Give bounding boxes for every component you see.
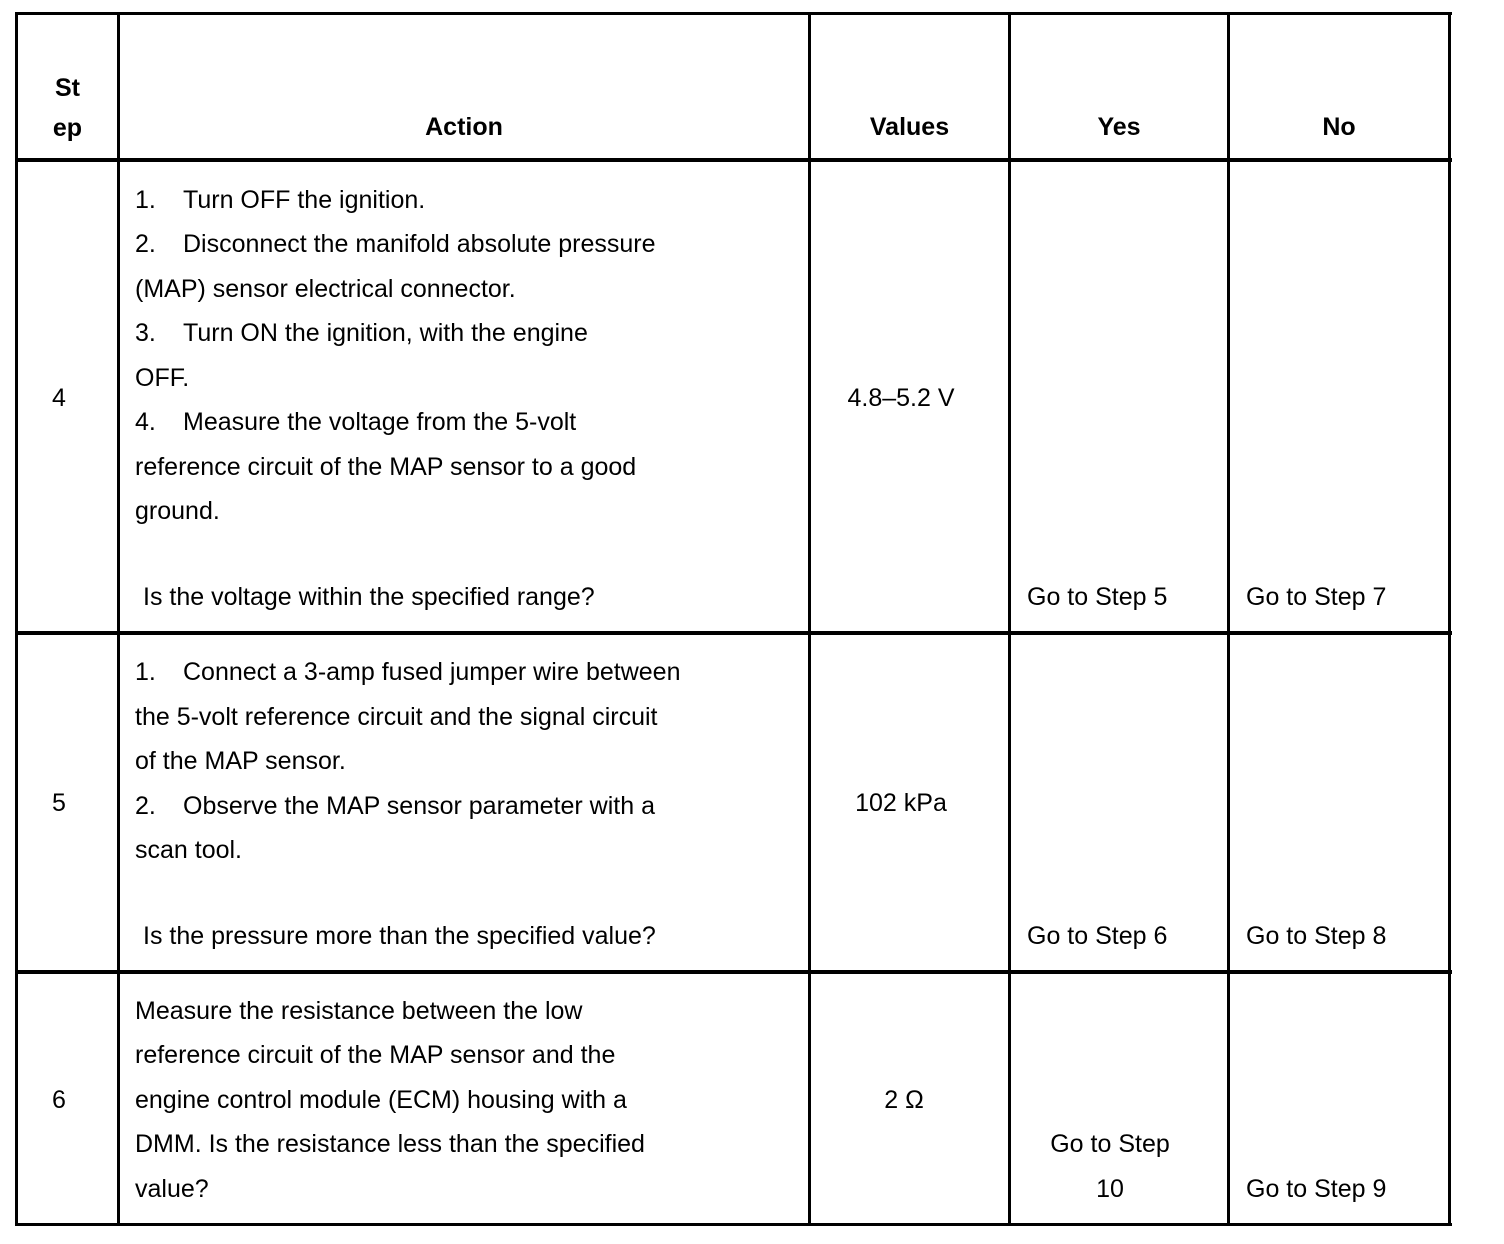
action-line: 4. Measure the voltage from the 5-volt bbox=[135, 408, 577, 436]
header-step bbox=[18, 68, 117, 148]
action-question: Is the pressure more than the specified value? bbox=[143, 922, 656, 950]
action-line: 2. Observe the MAP sensor parameter with a bbox=[135, 792, 655, 820]
action-line: OFF. bbox=[135, 364, 190, 392]
spec-value: 2 Ω bbox=[884, 1086, 924, 1114]
column-divider bbox=[1008, 12, 1011, 1226]
column-divider bbox=[808, 12, 811, 1226]
yes-result bbox=[1011, 1122, 1209, 1211]
step-number: 6 bbox=[52, 1086, 66, 1114]
header-step-line2: ep bbox=[52, 114, 83, 142]
column-divider bbox=[117, 12, 120, 1226]
action-line: the 5-volt reference circuit and the signal circuit bbox=[135, 703, 658, 731]
yes-result: Go to Step 5 bbox=[1027, 583, 1168, 611]
column-divider bbox=[1227, 12, 1230, 1226]
action-line: (MAP) sensor electrical connector. bbox=[135, 275, 516, 303]
action-line: value? bbox=[135, 1175, 209, 1203]
header-yes: Yes bbox=[1097, 113, 1141, 141]
table-border-right bbox=[1448, 12, 1451, 1226]
action-line: ground. bbox=[135, 497, 220, 525]
yes-result-line2: 10 bbox=[1096, 1174, 1124, 1203]
row-divider bbox=[15, 631, 1452, 635]
action-line: Measure the resistance between the low bbox=[135, 997, 583, 1025]
header-values: Values bbox=[869, 113, 950, 141]
action-question: Is the voltage within the specified range? bbox=[143, 583, 595, 611]
header-no: No bbox=[1322, 113, 1356, 141]
action-line: DMM. Is the resistance less than the specified bbox=[135, 1130, 645, 1158]
row-divider bbox=[15, 970, 1452, 974]
spec-value: 102 kPa bbox=[855, 789, 947, 817]
action-line: 2. Disconnect the manifold absolute pressure bbox=[135, 230, 656, 258]
action-line: engine control module (ECM) housing with a bbox=[135, 1086, 627, 1114]
header-action: Action bbox=[425, 113, 503, 141]
spec-value: 4.8–5.2 V bbox=[847, 384, 955, 412]
action-line: 1. Connect a 3-amp fused jumper wire between bbox=[135, 658, 681, 686]
no-result: Go to Step 7 bbox=[1246, 583, 1387, 611]
step-number: 4 bbox=[52, 384, 66, 412]
step-number: 5 bbox=[52, 789, 66, 817]
action-line: scan tool. bbox=[135, 836, 243, 864]
header-step-line1: St bbox=[55, 74, 80, 102]
table-border-left bbox=[15, 12, 18, 1226]
yes-result-line1: Go to Step bbox=[1050, 1130, 1170, 1158]
action-line: reference circuit of the MAP sensor and the bbox=[135, 1041, 616, 1069]
action-line: of the MAP sensor. bbox=[135, 747, 346, 775]
action-line: 3. Turn ON the ignition, with the engine bbox=[135, 319, 588, 347]
table-border-bottom bbox=[15, 1223, 1452, 1226]
action-line: 1. Turn OFF the ignition. bbox=[135, 186, 426, 214]
no-result: Go to Step 9 bbox=[1246, 1175, 1387, 1203]
action-line: reference circuit of the MAP sensor to a good bbox=[135, 453, 637, 481]
table-border-top bbox=[15, 12, 1452, 15]
yes-result: Go to Step 6 bbox=[1027, 922, 1168, 950]
no-result: Go to Step 8 bbox=[1246, 922, 1387, 950]
header-divider bbox=[15, 158, 1452, 162]
